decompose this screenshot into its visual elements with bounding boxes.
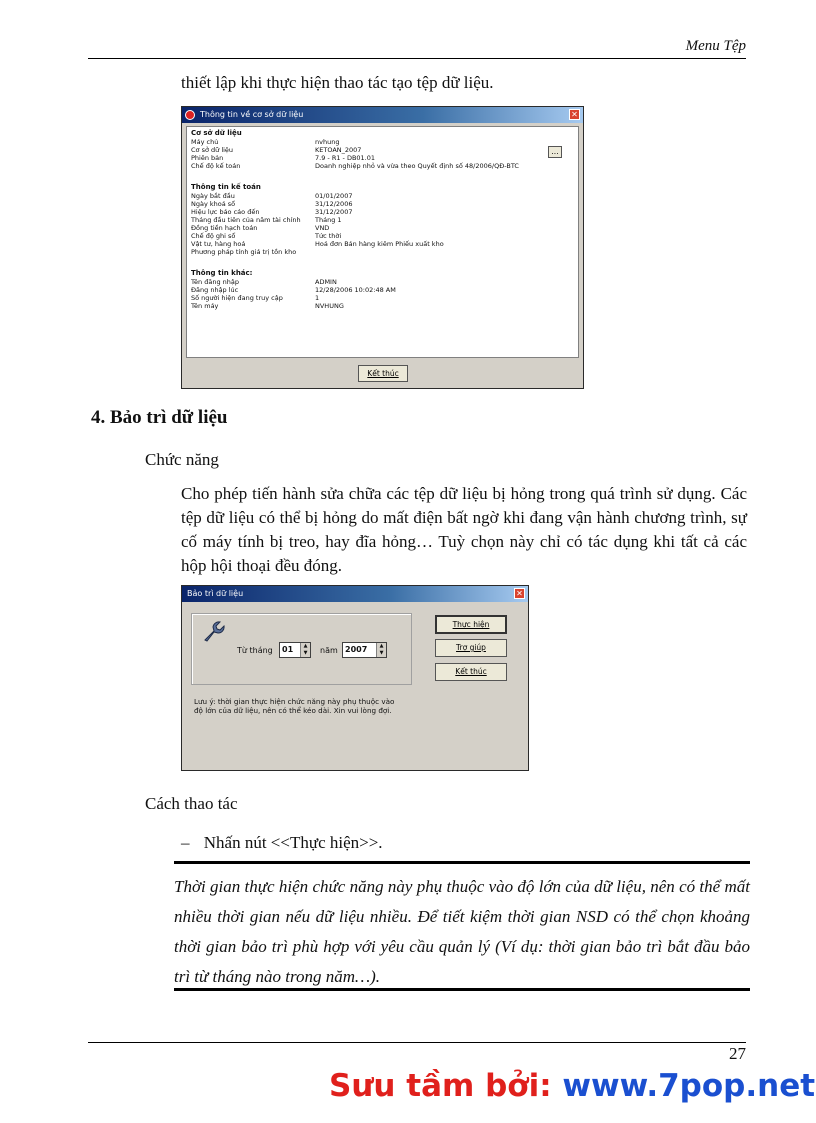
info-value: Doanh nghiệp nhỏ và vừa theo Quyết định số 48/2006/QĐ-BTC: [315, 162, 519, 170]
note-box: [174, 861, 750, 991]
watermark: [329, 1068, 815, 1104]
info-row: [191, 303, 344, 310]
note-text: Thời gian thực hiện chức năng này phụ thuộc vào độ lớn của dữ liệu, nên có thể mất nhiều thời gian nếu dữ liệu nhiều. Để tiết kiệm thời gian NSD có thể chọn khoảng thời gian bảo trì phù hợp với yêu cầu quản lý (Ví dụ: thời gian bảo trì bắt đầu bảo trì từ tháng nào trong năm…).: [174, 877, 750, 986]
how-to-label: Cách thao tác: [145, 794, 238, 813]
info-value: 1: [315, 294, 320, 302]
info-row: [191, 233, 341, 240]
info-label: Tên đăng nhập: [191, 278, 240, 286]
info-label: Cơ sở dữ liệu: [191, 146, 234, 154]
info-value: 31/12/2007: [315, 208, 353, 216]
info-value: 31/12/2006: [315, 200, 353, 208]
function-label: Chức năng: [145, 450, 219, 469]
info-label: Máy chủ: [191, 138, 219, 146]
info-value: VND: [315, 224, 330, 232]
section-heading: Thông tin kế toán: [191, 183, 261, 191]
info-label: Phiên bản: [191, 154, 224, 162]
info-value: 12/28/2006 10:02:48 AM: [315, 286, 396, 294]
year-spinner[interactable]: [342, 642, 387, 658]
watermark-site: www.7pop.net: [562, 1068, 816, 1104]
info-row: [191, 217, 342, 224]
section-heading: 4. Bảo trì dữ liệu: [91, 407, 228, 428]
info-label: Ngày bắt đầu: [191, 192, 235, 200]
close-button[interactable]: Kết thúc: [435, 663, 507, 681]
help-button[interactable]: Trợ giúp: [435, 639, 507, 657]
info-row: [191, 295, 319, 302]
year-label: năm: [320, 646, 338, 655]
close-icon[interactable]: ✕: [514, 588, 525, 599]
info-label: Tháng đầu tiên của năm tài chính: [191, 216, 301, 224]
month-value: 01: [282, 645, 294, 654]
dialog-title: Thông tin về cơ sở dữ liệu: [200, 110, 304, 119]
info-value: NVHUNG: [315, 302, 344, 310]
info-row: [191, 155, 375, 162]
maintenance-note: Lưu ý: thời gian thực hiện chức năng này phụ thuộc vào độ lớn của dữ liệu, nên có thể kéo dài. Xin vui lòng đợi.: [194, 697, 395, 715]
info-row: [191, 249, 315, 256]
info-value: 01/01/2007: [315, 192, 353, 200]
intro-line: thiết lập khi thực hiện thao tác tạo tệp dữ liệu.: [181, 73, 494, 92]
info-label: Đăng nhập lúc: [191, 286, 239, 294]
info-row: [191, 147, 361, 154]
info-label: Ngày khoá sổ: [191, 200, 236, 208]
section-heading: Thông tin khác:: [191, 269, 253, 277]
info-row: [191, 225, 329, 232]
page-number: 27: [729, 1044, 746, 1063]
info-row: [191, 193, 352, 200]
step-dash: –: [181, 833, 190, 852]
info-label: Tên máy: [191, 302, 219, 310]
section-heading: Cơ sở dữ liệu: [191, 129, 242, 137]
info-row: [191, 287, 396, 294]
from-month-label: Từ tháng: [237, 646, 273, 655]
info-label: Đồng tiền hạch toán: [191, 224, 258, 232]
info-row: [191, 139, 339, 146]
browse-button[interactable]: ...: [548, 146, 562, 158]
info-label: Chế độ kế toán: [191, 162, 241, 170]
month-spinner[interactable]: [279, 642, 311, 658]
running-header: Menu Tệp: [685, 38, 746, 54]
info-value: nvhung: [315, 138, 340, 146]
info-value: Hoá đơn Bán hàng kiêm Phiếu xuất kho: [315, 240, 444, 248]
spin-arrows-icon[interactable]: ▲ ▼: [376, 643, 386, 657]
year-value: 2007: [345, 645, 368, 654]
app-icon: [185, 110, 195, 120]
info-value: ADMIN: [315, 278, 337, 286]
info-value: 7.9 - R1 - DB01.01: [315, 154, 376, 162]
info-panel: [186, 126, 579, 358]
info-value: Tức thời: [315, 232, 342, 240]
info-label: Phương pháp tính giá trị tồn kho: [191, 248, 297, 256]
dialog-titlebar: [182, 107, 583, 123]
dialog-titlebar: [182, 586, 528, 602]
info-label: Vật tư, hàng hoá: [191, 240, 246, 248]
data-maintenance-dialog: [181, 585, 529, 771]
info-label: Chế độ ghi sổ: [191, 232, 236, 240]
info-label: Hiệu lực báo cáo đến: [191, 208, 260, 216]
info-row: [191, 279, 337, 286]
info-row: [191, 201, 352, 208]
info-row: [191, 241, 444, 248]
step-text: Nhấn nút <<Thực hiện>>.: [203, 833, 383, 852]
wrench-icon: [200, 619, 226, 645]
database-info-dialog: [181, 106, 584, 389]
info-value: Tháng 1: [315, 216, 342, 224]
header-rule: [88, 58, 746, 59]
close-button[interactable]: Kết thúc: [358, 365, 408, 382]
step-item: [181, 831, 383, 855]
watermark-prefix: Sưu tầm bởi:: [329, 1068, 563, 1104]
info-row: [191, 163, 519, 170]
info-label: Số người hiện đang truy cập: [191, 294, 283, 302]
info-row: [191, 209, 352, 216]
close-icon[interactable]: ✕: [569, 109, 580, 120]
dialog-title: Bảo trì dữ liệu: [187, 589, 244, 598]
spin-arrows-icon[interactable]: ▲ ▼: [300, 643, 310, 657]
info-value: KETOAN_2007: [315, 146, 362, 154]
footer-rule: [88, 1042, 746, 1043]
execute-button[interactable]: Thực hiện: [435, 615, 507, 634]
description-paragraph: Cho phép tiến hành sửa chữa các tệp dữ liệu bị hỏng trong quá trình sử dụng. Các tệp dữ liệu có thể bị hỏng do mất điện bất ngờ khi đang vận hành chương trình, sự cố máy tính bị treo, hay đĩa hỏng… Tuỳ chọn này chỉ có tác dụng khi tất cả các hộp hội thoại đều đóng.: [181, 484, 747, 575]
